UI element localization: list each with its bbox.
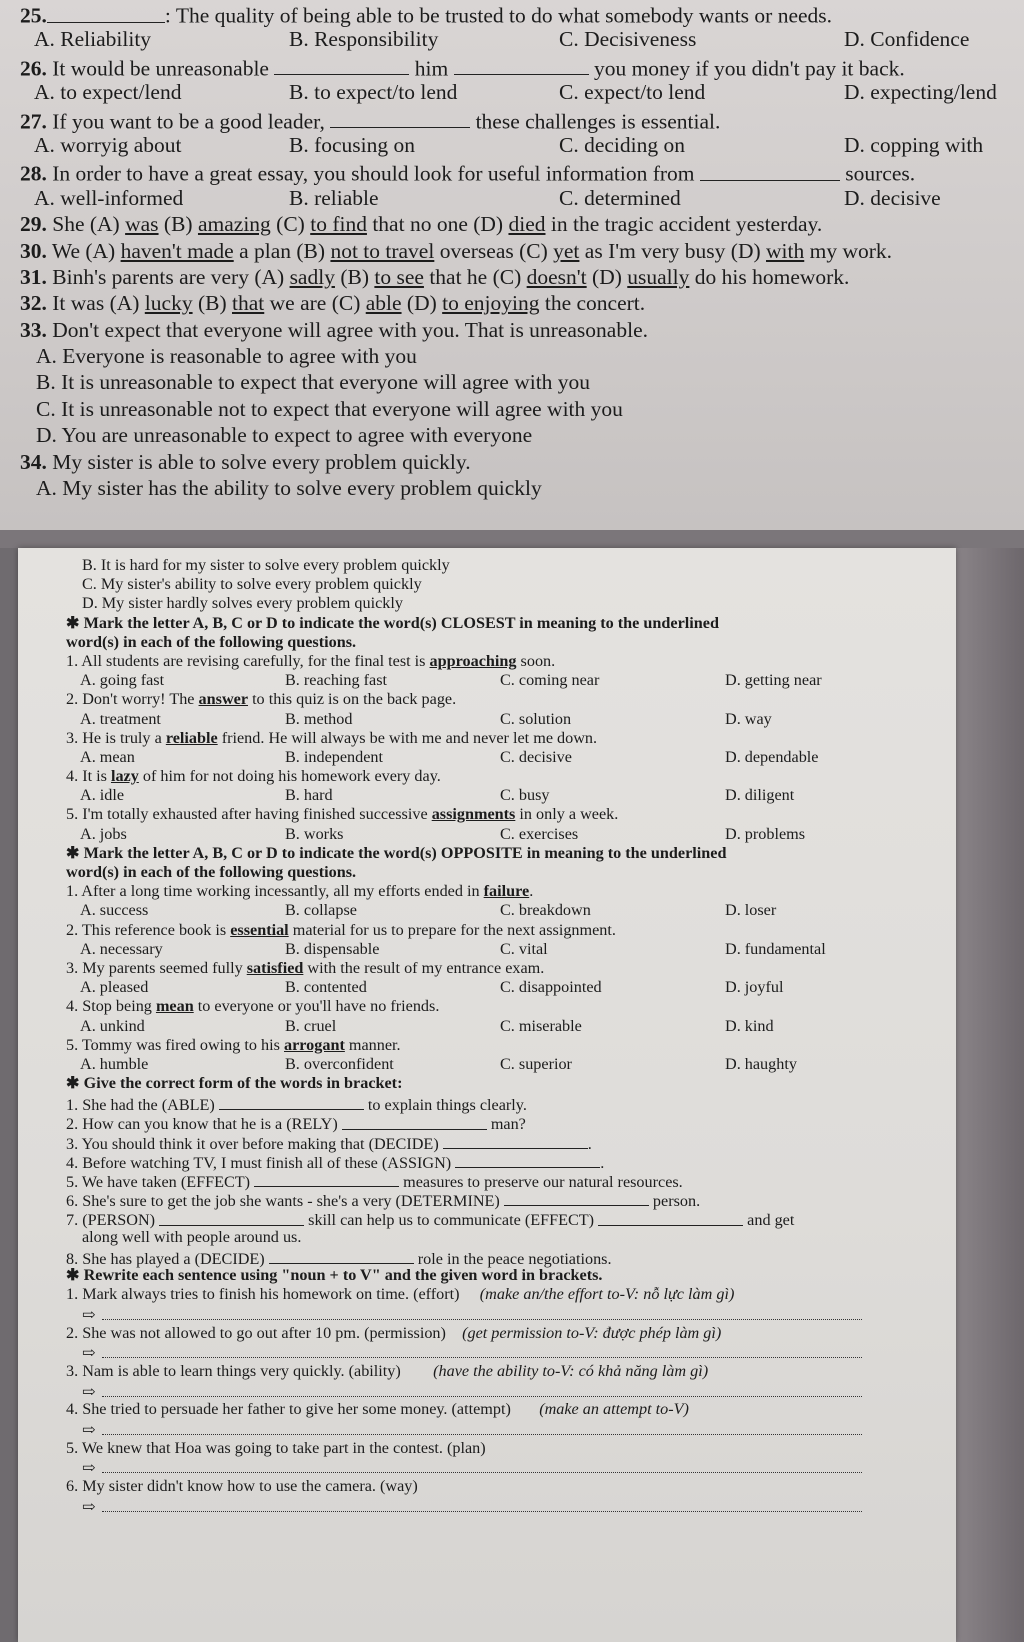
rewrite-q3: 3. Nam is able to learn things very quickly. (ability) (have the ability to-V: có khả năng làm gì) — [66, 1361, 709, 1380]
section-header-word-form: ✱ Give the correct form of the words in bracket: — [66, 1074, 403, 1093]
closest-q5: 5. I'm totally exhausted after having finished successive assignments in only a week. — [66, 805, 619, 824]
rewrite-q4: 4. She tried to persuade her father to give her some money. (attempt) (make an attempt to-V) — [66, 1400, 689, 1419]
opposite-q3-options: A. pleased B. contented C. disappointed D. joyful — [80, 978, 784, 997]
rewrite-answer-line — [66, 1458, 926, 1477]
closest-q4: 4. It is lazy of him for not doing his homework every day. — [66, 767, 441, 786]
word-form-q8: 8. She has played a (DECIDE) role in the peace negotiations. — [66, 1247, 926, 1266]
options-25: A. Reliability B. Responsibility C. Decisiveness D. Confidence — [34, 27, 970, 52]
question-29: 29. She (A) was (B) amazing (C) to find that no one (D) died in the tragic accident yesterday. — [20, 212, 823, 237]
rewrite-answer-line — [66, 1343, 926, 1362]
answer-blank — [159, 1208, 304, 1225]
arrow-icon: ⇨ — [82, 1344, 96, 1363]
photo-gap — [0, 530, 1024, 548]
option-33c: C. It is unreasonable not to expect that everyone will agree with you — [36, 396, 623, 421]
answer-dotted-line — [102, 1496, 862, 1512]
question-31: 31. Binh's parents are very (A) sadly (B) to see that he (C) doesn't (D) usually do his homework. — [20, 264, 850, 289]
section-header-rewrite: ✱ Rewrite each sentence using "noun + to V" and the given word in brackets. — [66, 1265, 603, 1284]
section-header-opposite: ✱ Mark the letter A, B, C or D to indicate the word(s) OPPOSITE in meaning to the underlined — [66, 843, 727, 862]
answer-blank — [269, 1247, 414, 1264]
arrow-icon: ⇨ — [82, 1421, 96, 1440]
worksheet-top — [0, 0, 1024, 530]
arrow-icon: ⇨ — [82, 1305, 96, 1324]
opposite-q4-options: A. unkind B. cruel C. miserable D. kind — [80, 1016, 774, 1035]
answer-blank — [47, 0, 165, 23]
answer-blank — [254, 1170, 399, 1187]
question-28: 28. In order to have a great essay, you should look for useful information from sources. — [20, 158, 1010, 184]
photo-background — [956, 548, 1024, 1642]
options-26: A. to expect/lend B. to expect/to lend C. expect/to lend D. expecting/lend — [34, 80, 997, 105]
section-header-closest-2: word(s) in each of the following questions. — [66, 632, 357, 651]
opposite-q1-options: A. success B. collapse C. breakdown D. loser — [80, 901, 777, 920]
opposite-q5: 5. Tommy was fired owing to his arrogant manner. — [66, 1035, 401, 1054]
answer-blank — [443, 1132, 588, 1149]
opposite-q2-options: A. necessary B. dispensable C. vital D. fundamental — [80, 939, 826, 958]
answer-blank — [274, 53, 409, 76]
question-26: 26. It would be unreasonable him you money if you didn't pay it back. — [20, 53, 1010, 79]
answer-dotted-line — [102, 1419, 862, 1435]
answer-dotted-line — [102, 1304, 862, 1320]
rewrite-q6: 6. My sister didn't know how to use the camera. (way) — [66, 1477, 418, 1495]
options-28: A. well-informed B. reliable C. determined D. decisive — [34, 185, 941, 210]
answer-blank — [330, 106, 470, 129]
rewrite-q5: 5. We knew that Hoa was going to take part in the contest. (plan) — [66, 1438, 486, 1457]
answer-blank — [598, 1208, 743, 1225]
answer-dotted-line — [102, 1343, 862, 1359]
option-33a: A. Everyone is reasonable to agree with you — [36, 344, 417, 369]
closest-q4-options: A. idle B. hard C. busy D. diligent — [80, 786, 795, 805]
closest-q3: 3. He is truly a reliable friend. He will always be with me and never let me down. — [66, 728, 598, 747]
arrow-icon: ⇨ — [82, 1497, 96, 1516]
arrow-icon: ⇨ — [82, 1459, 96, 1478]
closest-q5-options: A. jobs B. works C. exercises D. problems — [80, 824, 806, 843]
option-34d: D. My sister hardly solves every problem quickly — [82, 594, 403, 613]
word-form-q3: 3. You should think it over before making that (DECIDE) . — [66, 1132, 926, 1151]
option-34c: C. My sister's ability to solve every problem quickly — [82, 575, 422, 594]
question-33: 33. Don't expect that everyone will agree with you. That is unreasonable. — [20, 317, 648, 342]
answer-blank — [700, 158, 840, 181]
question-30: 30. We (A) haven't made a plan (B) not to travel overseas (C) yet as I'm very busy (D) with my work. — [20, 238, 893, 263]
answer-blank — [455, 1151, 600, 1168]
rewrite-answer-line — [66, 1496, 926, 1515]
opposite-q4: 4. Stop being mean to everyone or you'll have no friends. — [66, 997, 440, 1016]
rewrite-answer-line — [66, 1419, 926, 1438]
opposite-q3: 3. My parents seemed fully satisfied with the result of my entrance exam. — [66, 958, 545, 977]
question-25: 25. : The quality of being able to be trusted to do what somebody wants or needs. — [20, 0, 1010, 26]
opposite-q5-options: A. humble B. overconfident C. superior D. haughty — [80, 1054, 797, 1073]
word-form-q7-cont: along well with people around us. — [82, 1227, 302, 1246]
rewrite-q2: 2. She was not allowed to go out after 10 pm. (permission) (get permission to-V: được phép làm gì) — [66, 1323, 722, 1342]
word-form-q5: 5. We have taken (EFFECT) measures to preserve our natural resources. — [66, 1170, 926, 1189]
question-34: 34. My sister is able to solve every problem quickly. — [20, 449, 471, 474]
options-27: A. worryig about B. focusing on C. deciding on D. copping with — [34, 132, 984, 157]
word-form-q1: 1. She had the (ABLE) to explain things clearly. — [66, 1093, 926, 1112]
closest-q3-options: A. mean B. independent C. decisive D. dependable — [80, 747, 819, 766]
opposite-q1: 1. After a long time working incessantly, all my efforts ended in failure. — [66, 882, 534, 901]
question-32: 32. It was (A) lucky (B) that we are (C) able (D) to enjoying the concert. — [20, 291, 646, 316]
answer-blank — [454, 53, 589, 76]
word-form-q4: 4. Before watching TV, I must finish all of these (ASSIGN) . — [66, 1151, 926, 1170]
section-header-opposite-2: word(s) in each of the following questions. — [66, 863, 357, 881]
word-form-q6: 6. She's sure to get the job she wants - she's a very (DETERMINE) person. — [66, 1189, 926, 1208]
opposite-q2: 2. This reference book is essential material for us to prepare for the next assignment. — [66, 920, 616, 939]
question-27: 27. If you want to be a good leader, these challenges is essential. — [20, 106, 1010, 132]
arrow-icon: ⇨ — [82, 1382, 96, 1401]
rewrite-q1: 1. Mark always tries to finish his homework on time. (effort) (make an/the effort to-V: nỗ lực làm gì) — [66, 1285, 735, 1304]
answer-blank — [504, 1189, 649, 1206]
rewrite-answer-line — [66, 1304, 926, 1323]
option-34a: A. My sister has the ability to solve every problem quickly — [36, 476, 542, 501]
answer-blank — [342, 1112, 487, 1129]
closest-q1-options: A. going fast B. reaching fast C. coming near D. getting near — [80, 671, 822, 690]
closest-q2: 2. Don't worry! The answer to this quiz is on the back page. — [66, 690, 457, 709]
rewrite-answer-line — [66, 1381, 926, 1400]
answer-blank — [219, 1093, 364, 1110]
section-header-closest: ✱ Mark the letter A, B, C or D to indicate the word(s) CLOSEST in meaning to the underlined — [66, 613, 719, 632]
closest-q2-options: A. treatment B. method C. solution D. way — [80, 709, 772, 728]
answer-dotted-line — [102, 1381, 862, 1397]
option-34b: B. It is hard for my sister to solve every problem quickly — [82, 556, 450, 574]
word-form-q2: 2. How can you know that he is a (RELY) man? — [66, 1112, 926, 1131]
word-form-q7: 7. (PERSON) skill can help us to communicate (EFFECT) and get — [66, 1208, 926, 1227]
closest-q1: 1. All students are revising carefully, for the final test is approaching soon. — [66, 651, 556, 670]
option-33b: B. It is unreasonable to expect that everyone will agree with you — [36, 370, 591, 395]
answer-dotted-line — [102, 1458, 862, 1474]
option-33d: D. You are unreasonable to expect to agree with everyone — [36, 423, 533, 448]
worksheet-bottom — [18, 548, 956, 1642]
